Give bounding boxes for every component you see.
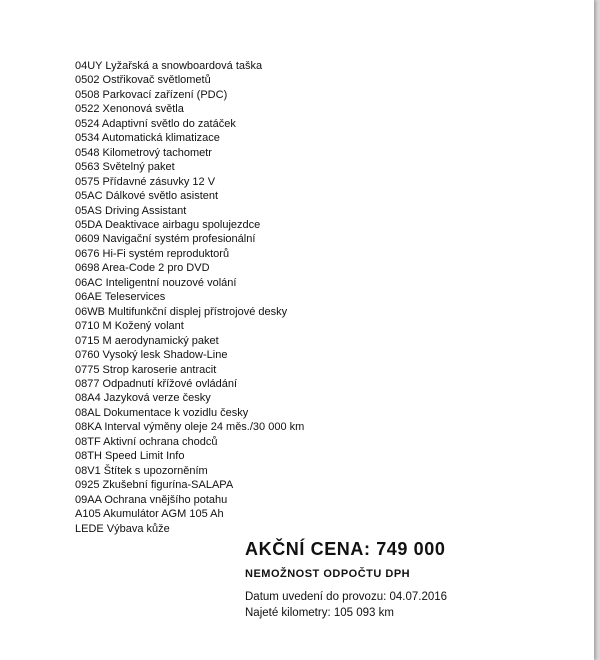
equipment-item: 04UY Lyžařská a snowboardová taška bbox=[75, 60, 263, 72]
equipment-item: 08KA Interval výměny oleje 24 měs./30 000 km bbox=[75, 421, 305, 434]
equipment-item: 06WB Multifunkční displej přístrojové desky bbox=[75, 305, 288, 318]
equipment-item: 0522 Xenonová světla bbox=[75, 103, 184, 116]
mileage: Najeté kilometry: 105 093 km bbox=[245, 607, 394, 619]
equipment-item: 09AA Ochrana vnějšího potahu bbox=[75, 493, 228, 506]
equipment-item: 0524 Adaptivní světlo do zatáček bbox=[75, 117, 236, 130]
equipment-item: 0676 Hi-Fi systém reproduktorů bbox=[75, 247, 230, 260]
equipment-item: A105 Akumulátor AGM 105 Ah bbox=[75, 508, 224, 521]
equipment-item: 0925 Zkušební figurína-SALAPA bbox=[75, 479, 234, 492]
equipment-item: 0710 M Kožený volant bbox=[75, 320, 184, 333]
equipment-item: 08AL Dokumentace k vozidlu česky bbox=[75, 406, 249, 419]
equipment-item: 0575 Přídavné zásuvky 12 V bbox=[75, 175, 216, 188]
equipment-list bbox=[75, 59, 304, 536]
equipment-item: 08TF Aktivní ochrana chodců bbox=[75, 435, 218, 448]
equipment-item: 08TH Speed Limit Info bbox=[75, 450, 185, 463]
equipment-item: 0609 Navigační systém profesionální bbox=[75, 233, 256, 246]
equipment-item: 08V1 Štítek s upozorněním bbox=[75, 464, 208, 477]
equipment-item: 06AE Teleservices bbox=[75, 291, 166, 304]
equipment-item: 05DA Deaktivace airbagu spolujezdce bbox=[75, 218, 261, 231]
equipment-item: 0563 Světelný paket bbox=[75, 161, 175, 174]
equipment-item: LEDE Výbava kůže bbox=[75, 522, 170, 535]
equipment-item: 0775 Strop karoserie antracit bbox=[75, 363, 217, 376]
equipment-item: 0534 Automatická klimatizace bbox=[75, 132, 220, 145]
equipment-item: 08A4 Jazyková verze česky bbox=[75, 392, 211, 405]
equipment-item: 0698 Area-Code 2 pro DVD bbox=[75, 262, 210, 275]
equipment-item: 0548 Kilometrový tachometr bbox=[75, 146, 212, 159]
promo-price: AKČNÍ CENA: 749 000 bbox=[245, 539, 446, 559]
equipment-item: 06AC Inteligentní nouzové volání bbox=[75, 276, 237, 289]
equipment-item: 0760 Vysoký lesk Shadow-Line bbox=[75, 349, 228, 362]
vat-note: NEMOŽNOST ODPOČTU DPH bbox=[245, 568, 411, 580]
equipment-item: 0502 Ostřikovač světlometů bbox=[75, 74, 211, 87]
registration-date: Datum uvedení do provozu: 04.07.2016 bbox=[245, 591, 448, 603]
equipment-item: 05AC Dálkové světlo asistent bbox=[75, 190, 219, 203]
equipment-item: 05AS Driving Assistant bbox=[75, 204, 187, 217]
equipment-item: 0508 Parkovací zařízení (PDC) bbox=[75, 88, 228, 101]
equipment-item: 0877 Odpadnutí křížové ovládání bbox=[75, 377, 238, 390]
equipment-item: 0715 M aerodynamický paket bbox=[75, 334, 219, 347]
